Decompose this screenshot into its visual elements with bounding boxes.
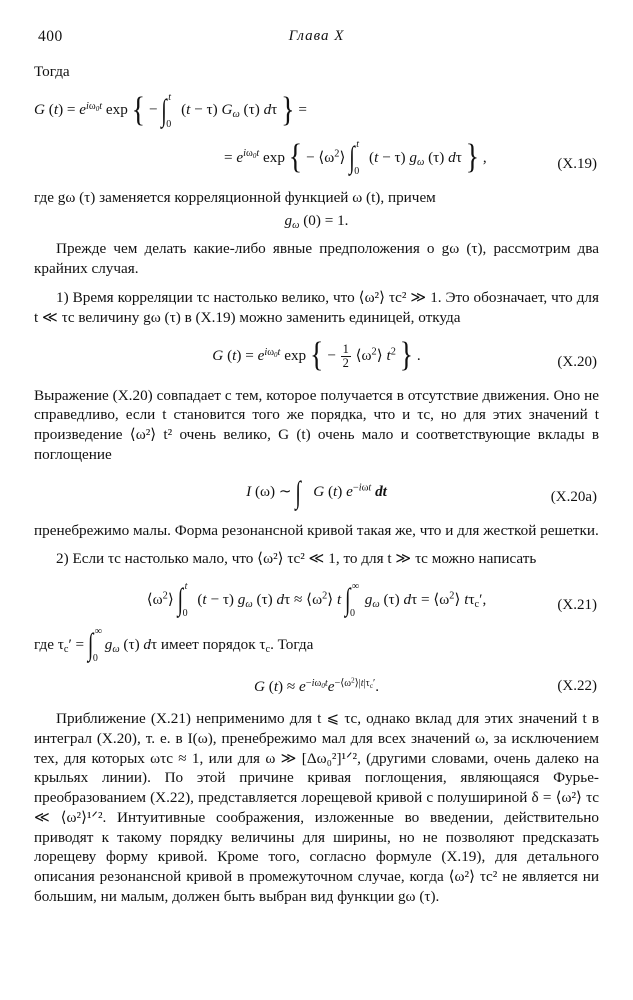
paragraph-case-2: 2) Если τc настолько мало, что ⟨ω²⟩ τc² ≪ 1, то для t ≫ τc можно написать	[56, 550, 537, 568]
paragraph-after-x20: Выражение (X.20) совпадает с тем, которое получается в отсутствие движения. Оно не справедливо, если t становится того же порядка, что и τc, но для этих значений t произведение ⟨ω²⟩ t² очень велико, G (t) очень мало и соответствующие вклады в поглощение	[34, 386, 599, 463]
equation-x20-tag: (X.20)	[557, 354, 597, 371]
paragraph-after-x21-text: где $\tau_c'$ = ∞ ∫ 0 $g_\omega$ (τ) dτ имеет порядок $\tau_c$. Тогда	[34, 626, 314, 665]
page-content	[34, 62, 599, 909]
paragraph-final: Приближение (X.21) неприменимо для t ⩽ τc, однако вклад для этих значений t в интеграл (X.20), т. е. в I(ω), пренебрежимо мал для всех значений ω, за исключением тех, для которых ωτc ≈ 1, или для ω ≫ [Δω₀²]¹ᐟ², (другими словами, очень далеко на крыльях линии). По этой причине кривая поглощения, являющаяся Фурье-преобразованием (X.22), представляется лорещевой кривой с полушириной δ = ⟨ω²⟩ τc ≪ ⟨ω²⟩¹ᐟ². Интуитивные соображения, изложенные во введении, действительно приводят к такому порядку величины для ширины, но не позволяют предсказать лорещеву форму кривой. Кроме того, согласно формуле (X.19), для детального описания резонансной кривой в промежуточном случае, когда ⟨ω²⟩ τc² не является ни большим, ни малым, должен быть выбран вид функции gω (τ).	[34, 710, 599, 905]
page-header	[34, 28, 599, 48]
equation-x19-line2: = $e^{i\omega_0t}$ exp { − $⟨\omega^2⟩$ t ∫ 0 (t − τ) $g_\omega$ (τ) dτ } , (X.19)	[224, 138, 597, 178]
equation-g0: $g_\omega$ (0) = 1.	[284, 212, 349, 232]
paragraph-prezhde: Прежде чем делать какие-либо явные предположения о gω (τ), рассмотрим два крайних случая.	[34, 240, 599, 278]
paragraph-togda: Тогда	[34, 63, 70, 80]
chapter-title: Глава X	[288, 28, 345, 44]
equation-x22: G $(t) \approx e^{-i\omega_0t}e^{-⟨\omega^2⟩|t|\tau_c'}$. (X.22)	[253, 676, 597, 696]
page-number: 400	[38, 28, 63, 45]
paragraph-after-x19: где gω (τ) заменяется корреляционной функцией ω (t), причем	[34, 188, 436, 206]
equation-x19-line1: G $(t) = e^{i\omega_0t}$ exp { − t ∫ 0 (t − τ) $G_\omega$ (τ) dτ } =	[34, 90, 307, 130]
equation-x21: $⟨\omega^2⟩$ t ∫ 0 (t − τ) $g_\omega$ (τ) $d\tau \approx ⟨\omega^2⟩$ t ∞ ∫ 0 $g_\omega$ (τ) $d\tau = ⟨\omega^2⟩$ $t\tau_c'$, (X.21)	[146, 581, 597, 620]
equation-x19-tag: (X.19)	[557, 156, 597, 173]
paragraph-after-x20a: пренебрежимо малы. Форма резонансной кривой такая же, что и для жесткой решетки.	[34, 521, 599, 539]
equation-x20a: I (ω) ∼ ∫ G (t) $e^{-i\omega t}$ dt (X.20a)	[246, 475, 597, 510]
paragraph-after-x21	[34, 626, 599, 665]
equation-x19	[34, 90, 599, 130]
equation-x20: G $(t) = e^{i\omega_0t}$ exp { − $\frac{1}{2}$ $⟨\omega^2⟩$ $t^2$ } . (X.20)	[212, 336, 597, 375]
paragraph-case-1: 1) Время корреляции τc настолько велико, что ⟨ω²⟩ τc² ≫ 1. Это обозначает, что для t ≪ τc величину gω (τ) в (X.19) можно заменить единицей, откуда	[34, 288, 599, 326]
equation-x21-tag: (X.21)	[557, 596, 597, 613]
equation-x22-tag: (X.22)	[557, 677, 597, 694]
equation-x20a-tag: (X.20a)	[550, 489, 597, 506]
